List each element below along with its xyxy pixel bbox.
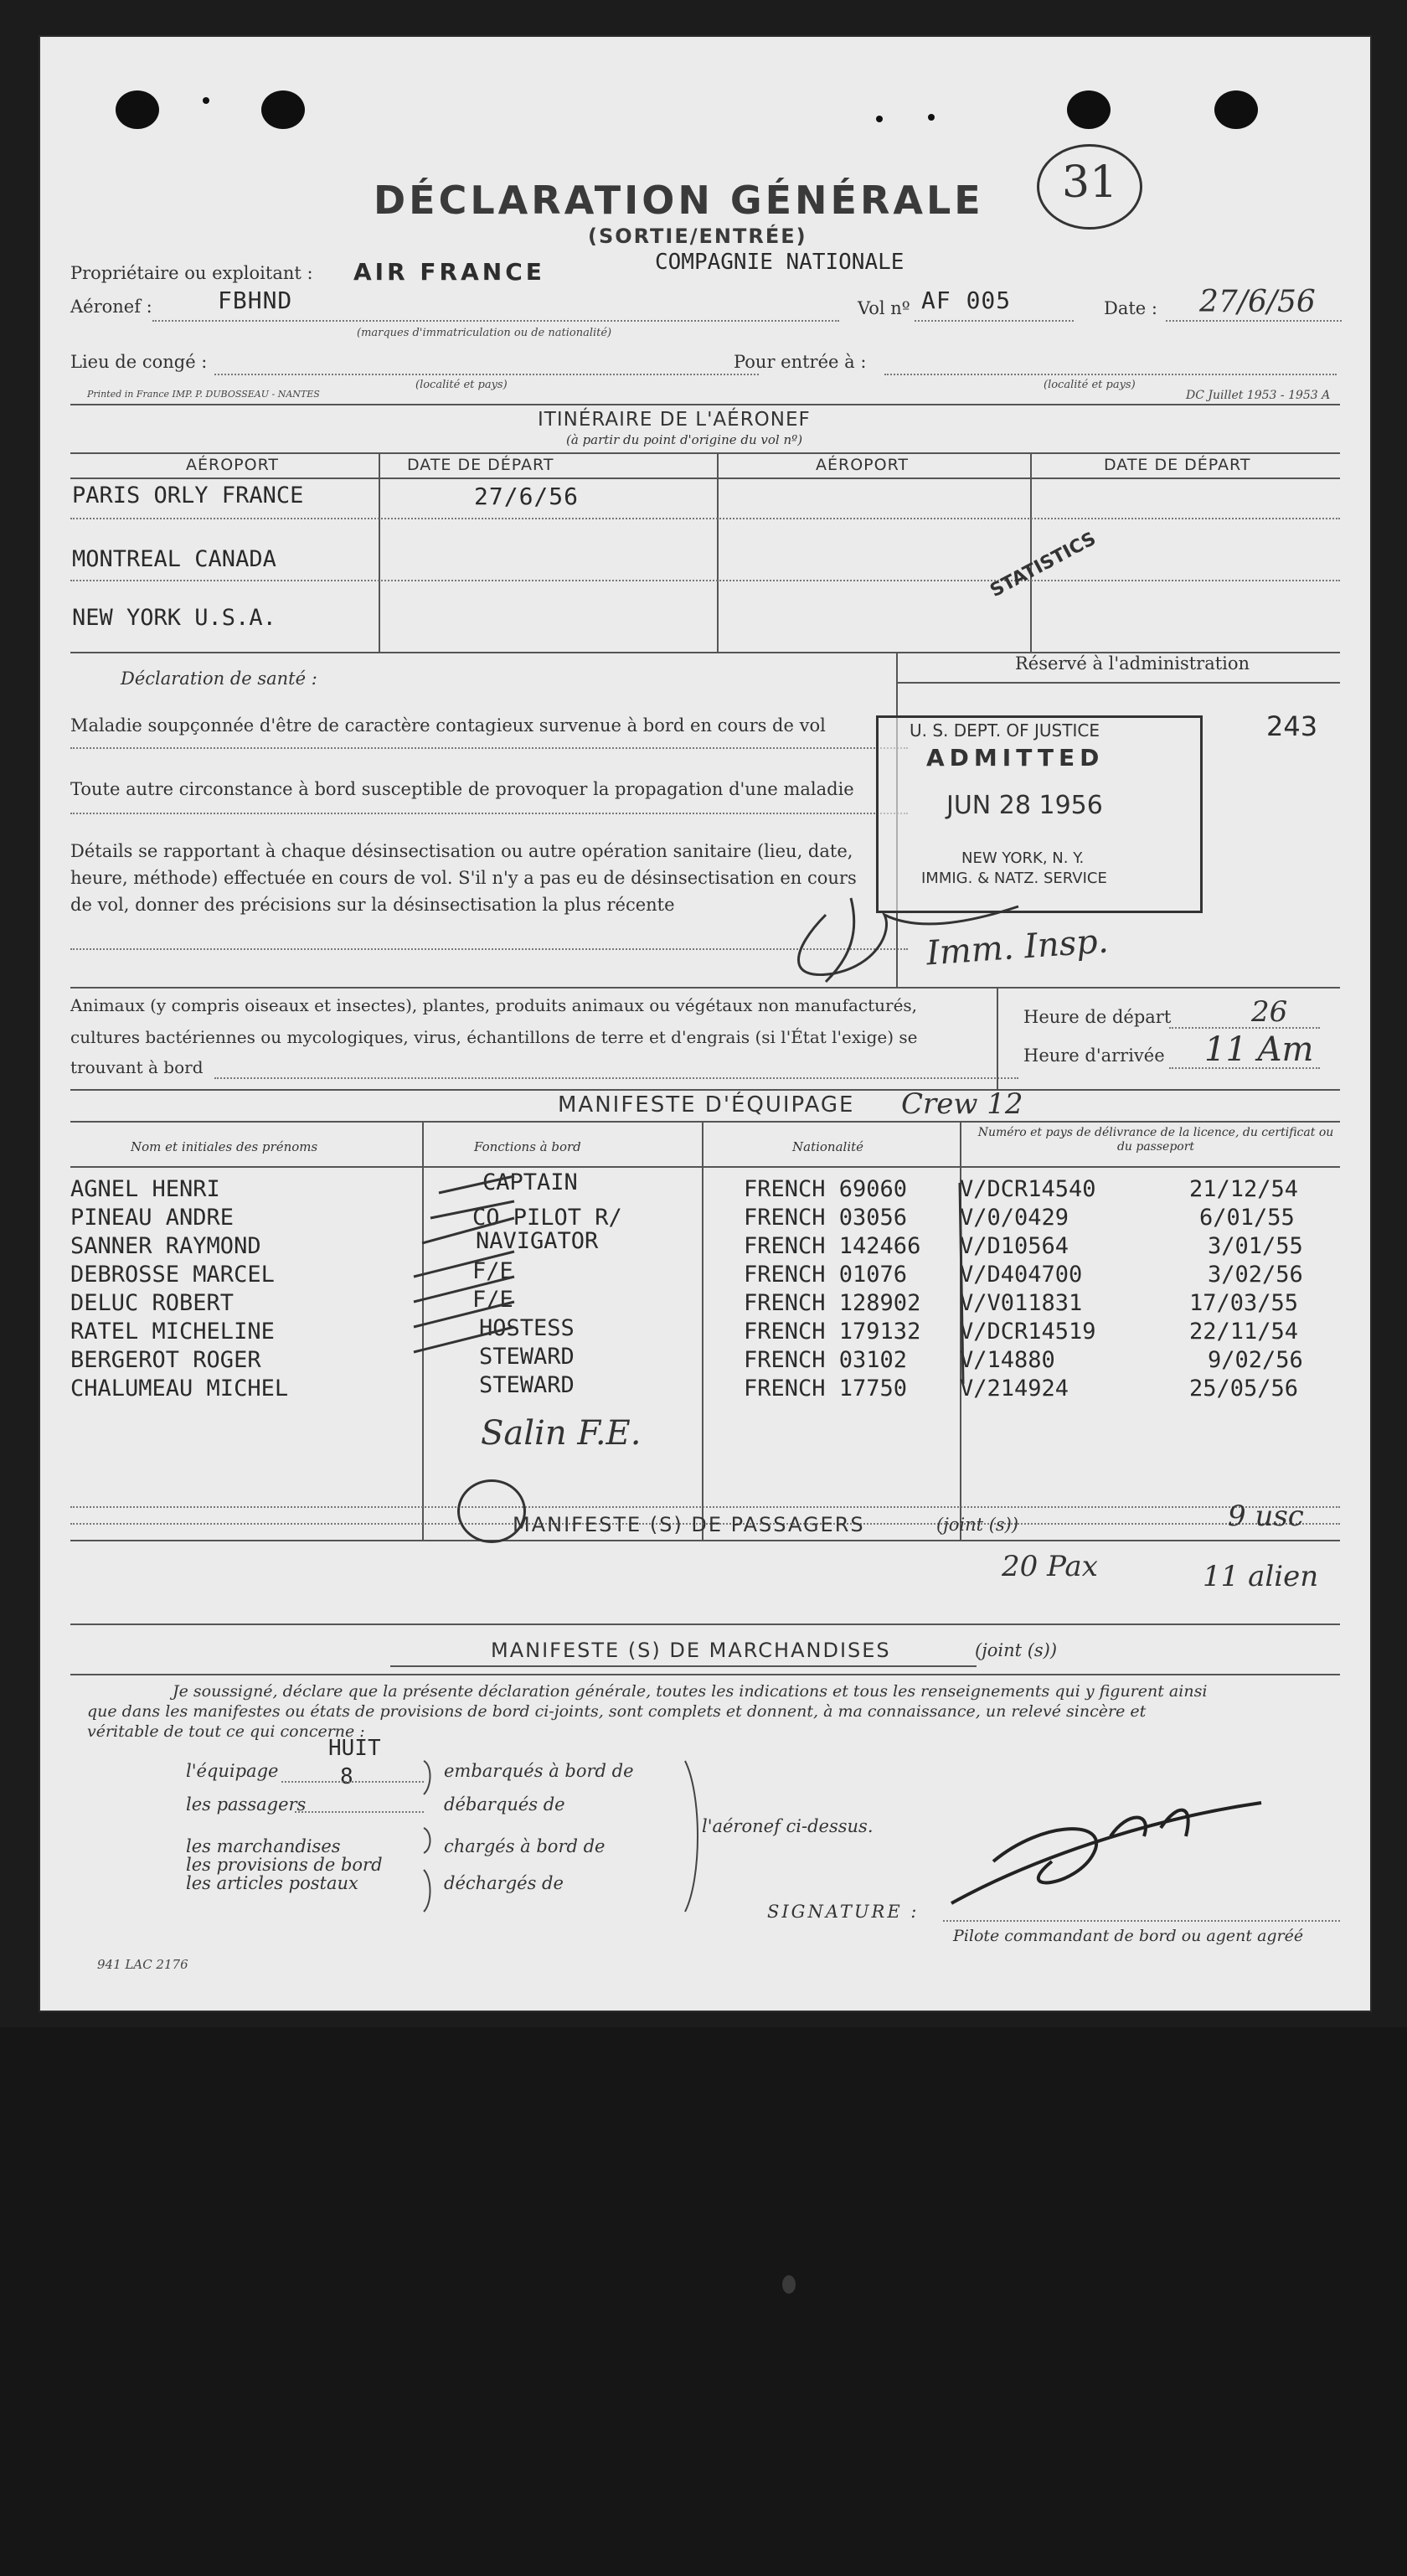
- dark-background: [0, 2027, 1407, 2576]
- crew-nationality: FRENCH 179132: [744, 1319, 921, 1345]
- owner-value: AIR FRANCE: [353, 258, 545, 286]
- rule: [896, 682, 1340, 684]
- passenger-note-usc: 9 usc: [1228, 1500, 1304, 1533]
- footer-code: 941 LAC 2176: [97, 1957, 188, 1972]
- stamp-admitted: ADMITTED: [926, 744, 1105, 772]
- count-dotted-line: [295, 1811, 424, 1813]
- animals-line-3: trouvant à bord: [70, 1057, 204, 1077]
- rule: [70, 1121, 1340, 1123]
- crew-annotation: Crew 12: [901, 1087, 1023, 1121]
- flight-dotted-line: [915, 320, 1074, 322]
- col-header-airport-1: AÉROPORT: [186, 456, 279, 474]
- crew-strike-marks: [389, 1168, 606, 1402]
- health-line-3b: heure, méthode) effectuée en cours de vol. S'il n'y a pas eu de désinsectisation en cours: [70, 868, 857, 888]
- crew-license-date: 22/11/54: [1189, 1319, 1299, 1345]
- right-embarques: embarqués à bord de: [444, 1761, 634, 1781]
- crew-function: F/E: [472, 1287, 513, 1313]
- crew-license: V/V011831: [960, 1290, 1083, 1316]
- health-dotted-line: [70, 747, 908, 749]
- crew-function: STEWARD: [479, 1372, 575, 1398]
- stamp-dept: U. S. DEPT. OF JUSTICE: [910, 720, 1100, 741]
- col-header-date-2: DATE DE DÉPART: [1104, 456, 1251, 474]
- itinerary-airport: NEW YORK U.S.A.: [72, 605, 276, 631]
- date-label: Date :: [1104, 298, 1157, 318]
- bracket-marks: [415, 1753, 449, 1920]
- crew-manifest-title: MANIFESTE D'ÉQUIPAGE: [558, 1092, 855, 1118]
- punch-hole: [116, 90, 159, 129]
- crew-name: DELUC ROBERT: [70, 1290, 234, 1316]
- rule: [70, 452, 1340, 454]
- crew-name: SANNER RAYMOND: [70, 1233, 261, 1259]
- crew-name: DEBROSSE MARCEL: [70, 1262, 275, 1288]
- aircraft-label: Aéronef :: [70, 297, 152, 317]
- col-divider: [1030, 452, 1032, 652]
- animals-line-2: cultures bactériennes ou mycologiques, virus, échantillons de terre et d'engrais (si l'État l'exige) se: [70, 1027, 918, 1047]
- crew-license: V/DCR14519: [960, 1319, 1096, 1345]
- label-passagers: les passagers: [186, 1794, 307, 1815]
- admin-number: 243: [1266, 710, 1318, 742]
- company-value: COMPAGNIE NATIONALE: [655, 250, 904, 275]
- itinerary-date: 27/6/56: [474, 483, 580, 510]
- punch-hole: [1214, 90, 1258, 129]
- crew-handwritten-note: Salin F.E.: [481, 1414, 642, 1453]
- declaration-document: [39, 35, 1372, 2012]
- punch-hole: [1067, 90, 1111, 129]
- crew-name: RATEL MICHELINE: [70, 1319, 275, 1345]
- times-divider: [997, 987, 998, 1089]
- health-dotted-line: [70, 813, 908, 814]
- crew-nationality: FRENCH 142466: [744, 1233, 921, 1259]
- rule: [70, 1540, 1340, 1541]
- statistics-stamp: STATISTICS: [987, 528, 1100, 602]
- right-debarques: débarqués de: [444, 1794, 565, 1815]
- crew-name: BERGEROT ROGER: [70, 1347, 261, 1373]
- rule: [70, 987, 1340, 989]
- itinerary-airport: PARIS ORLY FRANCE: [72, 483, 304, 508]
- itinerary-subtitle: (à partir du point d'origine du vol nº): [566, 432, 803, 447]
- crew-header-nationality: Nationalité: [792, 1139, 864, 1154]
- health-line-1: Maladie soupçonnée d'être de caractère contagieux survenue à bord en cours de vol: [70, 715, 826, 736]
- departure-place-label: Lieu de congé :: [70, 352, 208, 372]
- col-divider: [717, 452, 719, 652]
- aircraft-registration: FBHND: [218, 287, 293, 314]
- declaration-line-3: véritable de tout ce qui concerne :: [87, 1722, 365, 1741]
- right-charges: chargés à bord de: [444, 1836, 606, 1856]
- ink-speck: [203, 97, 209, 104]
- col-header-date-1: DATE DE DÉPART: [407, 456, 554, 474]
- crew-name: CHALUMEAU MICHEL: [70, 1376, 289, 1402]
- crew-license-date: 3/01/55: [1208, 1233, 1303, 1259]
- rule: [70, 1089, 1340, 1091]
- rule: [70, 404, 1340, 405]
- arrival-time-value: 11 Am: [1204, 1030, 1314, 1069]
- punch-hole: [261, 90, 305, 129]
- col-divider: [379, 452, 380, 652]
- crew-license-date: 9/02/56: [1208, 1347, 1303, 1373]
- crew-license-date: 6/01/55: [1199, 1205, 1295, 1231]
- itinerary-row-line: [70, 518, 1340, 519]
- arrival-time-label: Heure d'arrivée: [1023, 1045, 1165, 1066]
- stamp-city: NEW YORK, N. Y.: [961, 849, 1085, 867]
- health-line-3a: Détails se rapportant à chaque désinsectisation ou autre opération sanitaire (lieu, date,: [70, 841, 853, 861]
- crew-license: V/DCR14540: [960, 1176, 1096, 1202]
- crew-function: CAPTAIN: [482, 1169, 578, 1195]
- right-decharges: déchargés de: [444, 1873, 564, 1893]
- crew-license-date: 3/02/56: [1208, 1262, 1303, 1288]
- crew-license: V/14880: [960, 1347, 1055, 1373]
- crew-header-license: Numéro et pays de délivrance de la licence, du certificat ou du passeport: [977, 1126, 1334, 1154]
- departure-time-line: [1169, 1027, 1320, 1029]
- place-note-left: (localité et pays): [415, 379, 508, 391]
- health-line-2: Toute autre circonstance à bord susceptible de provoquer la propagation d'une maladie: [70, 779, 854, 799]
- date-value: 27/6/56: [1199, 285, 1316, 319]
- crew-function: HOSTESS: [479, 1315, 575, 1341]
- crew-license: V/D404700: [960, 1262, 1083, 1288]
- crew-nationality: FRENCH 01076: [744, 1262, 908, 1288]
- stamp-service: IMMIG. & NATZ. SERVICE: [921, 870, 1107, 887]
- crew-license: V/D10564: [960, 1233, 1069, 1259]
- marks-note: (marques d'immatriculation ou de nationalité): [357, 327, 612, 339]
- crew-name: PINEAU ANDRE: [70, 1205, 234, 1231]
- rule: [70, 1624, 1340, 1625]
- signature-label: SIGNATURE :: [767, 1902, 920, 1922]
- rule: [390, 1665, 977, 1667]
- crew-function: F/E: [472, 1258, 513, 1284]
- passenger-note-pax: 20 Pax: [1002, 1550, 1098, 1583]
- form-title: DÉCLARATION GÉNÉRALE: [374, 178, 984, 223]
- health-title: Déclaration de santé :: [121, 669, 317, 689]
- crew-license-date: 17/03/55: [1189, 1290, 1299, 1316]
- signature-line: [943, 1920, 1340, 1922]
- crew-nationality: FRENCH 128902: [744, 1290, 921, 1316]
- cargo-manifest-title: MANIFESTE (S) DE MARCHANDISES: [491, 1639, 891, 1662]
- animals-dotted-line: [214, 1077, 1018, 1079]
- big-bracket: [677, 1761, 710, 1912]
- declaration-line-2: que dans les manifestes ou états de provisions de bord ci-joints, sont complets et donnent, à ma connaissance, un relevé sincère et: [87, 1702, 1147, 1721]
- departure-time-label: Heure de départ: [1023, 1007, 1172, 1027]
- label-provisions: les provisions de bord: [186, 1855, 383, 1875]
- declaration-line-1: Je soussigné, déclare que la présente déclaration générale, toutes les indications et tous les renseignements qui y figurent ainsi: [173, 1682, 1208, 1701]
- passenger-joint: (joint (s)): [936, 1515, 1019, 1535]
- aircraft-phrase: l'aéronef ci-dessus.: [702, 1816, 874, 1836]
- crew-function: NAVIGATOR: [476, 1228, 599, 1254]
- admin-label: Réservé à l'administration: [1015, 653, 1250, 674]
- arrival-time-line: [1169, 1067, 1320, 1069]
- ink-speck: [876, 116, 883, 122]
- license-tick-marks: [943, 1174, 993, 1392]
- itinerary-title: ITINÉRAIRE DE L'AÉRONEF: [538, 409, 811, 431]
- inspector-scribble: [776, 881, 1052, 990]
- passenger-note-alien: 11 alien: [1203, 1560, 1319, 1593]
- aircraft-dotted-line: [152, 320, 839, 322]
- crew-license: V/214924: [960, 1376, 1069, 1402]
- itinerary-airport: MONTREAL CANADA: [72, 546, 276, 572]
- entry-dotted-line: [884, 374, 1337, 375]
- page-number: 31: [1062, 157, 1118, 208]
- col-header-airport-2: AÉROPORT: [816, 456, 909, 474]
- cargo-joint: (joint (s)): [975, 1640, 1058, 1660]
- flight-number: AF 005: [921, 287, 1012, 314]
- passenger-manifest-title: MANIFESTE (S) DE PASSAGERS: [513, 1513, 865, 1536]
- owner-label: Propriétaire ou exploitant :: [70, 263, 313, 283]
- crew-nationality: FRENCH 03056: [744, 1205, 908, 1231]
- date-dotted-line: [1166, 320, 1342, 322]
- crew-col-divider: [702, 1121, 704, 1540]
- crew-license: V/0/0429: [960, 1205, 1069, 1231]
- crew-nationality: FRENCH 69060: [744, 1176, 908, 1202]
- crew-function: CO PILOT R/: [472, 1205, 622, 1231]
- itinerary-row-line: [70, 580, 1340, 581]
- inspector-signature: Imm. Insp.: [925, 921, 1110, 973]
- crew-nationality: FRENCH 03102: [744, 1347, 908, 1373]
- place-note-right: (localité et pays): [1044, 379, 1136, 391]
- dust-speck: [782, 2275, 796, 2294]
- flight-label: Vol nº: [858, 298, 910, 318]
- crew-nationality: FRENCH 17750: [744, 1376, 908, 1402]
- crew-count-word: HUIT: [328, 1736, 381, 1761]
- ink-speck: [928, 114, 935, 121]
- crew-line: [70, 1506, 1340, 1508]
- label-equipage: l'équipage: [186, 1761, 279, 1781]
- rule: [70, 478, 1340, 479]
- animals-line-1: Animaux (y compris oiseaux et insectes), plantes, produits animaux ou végétaux non manufacturés,: [70, 995, 918, 1015]
- stamp-date: JUN 28 1956: [946, 791, 1103, 820]
- departure-dotted-line: [214, 374, 759, 375]
- count-dotted-line: [281, 1781, 424, 1783]
- crew-header-function: Fonctions à bord: [474, 1139, 581, 1154]
- crew-license-date: 25/05/56: [1189, 1376, 1299, 1402]
- label-articles: les articles postaux: [186, 1873, 358, 1893]
- signer-role: Pilote commandant de bord ou agent agréé: [953, 1927, 1304, 1945]
- pilot-signature: [926, 1786, 1278, 1920]
- crew-function: STEWARD: [479, 1344, 575, 1370]
- form-subtitle: (SORTIE/ENTRÉE): [588, 225, 807, 248]
- printer-line: Printed in France IMP. P. DUBOSSEAU - NANTES: [87, 389, 320, 400]
- crew-license-date: 21/12/54: [1189, 1176, 1299, 1202]
- rule: [70, 1166, 1340, 1168]
- form-edition: DC Juillet 1953 - 1953 A: [1186, 389, 1331, 402]
- health-line-3c: de vol, donner des précisions sur la désinsectisation la plus récente: [70, 895, 675, 915]
- crew-header-name: Nom et initiales des prénoms: [131, 1139, 318, 1154]
- crew-name: AGNEL HENRI: [70, 1176, 220, 1202]
- departure-time-value: 26: [1251, 995, 1288, 1029]
- rule: [70, 1674, 1340, 1675]
- label-marchandises: les marchandises: [186, 1836, 341, 1856]
- crew-count-number: 8: [340, 1764, 353, 1789]
- entry-label: Pour entrée à :: [734, 352, 867, 372]
